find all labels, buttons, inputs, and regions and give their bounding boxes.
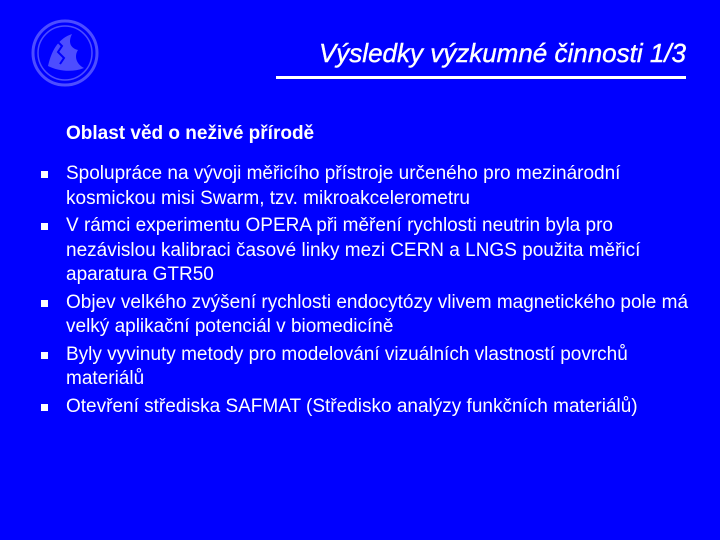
bullet-list xyxy=(38,162,698,422)
bullet-text: Spolupráce na vývoji měřicího přístroje určeného pro mezinárodní kosmickou misi Swarm, tzv. mikroakcelerometru xyxy=(66,163,621,209)
square-bullet-icon xyxy=(40,351,49,360)
bullet-item xyxy=(38,291,698,340)
bullet-text: Byly vyvinuty metody pro modelování vizuálních vlastností povrchů materiálů xyxy=(66,343,628,389)
bullet-item xyxy=(38,214,698,288)
bullet-text: V rámci experimentu OPERA při měření rychlosti neutrin byla pro nezávislou kalibraci časové linky mezi CERN a LNGS použita měřicí aparatura GTR50 xyxy=(66,215,641,285)
university-seal-logo xyxy=(30,18,100,88)
square-bullet-icon xyxy=(40,403,49,412)
title-underline xyxy=(276,76,686,79)
bullet-text: Otevření střediska SAFMAT (Středisko analýzy funkčních materiálů) xyxy=(66,395,638,417)
slide-title: Výsledky výzkumné činnosti 1/3 xyxy=(318,38,686,68)
section-heading: Oblast věd o neživé přírodě xyxy=(66,123,315,144)
bullet-item xyxy=(38,395,698,420)
bullet-item xyxy=(38,162,698,211)
square-bullet-icon xyxy=(40,170,49,179)
square-bullet-icon xyxy=(40,299,49,308)
bullet-item xyxy=(38,343,698,392)
bullet-text: Objev velkého zvýšení rychlosti endocytózy vlivem magnetického pole má velký aplikační potenciál v biomedicíně xyxy=(66,291,689,337)
square-bullet-icon xyxy=(40,222,49,231)
